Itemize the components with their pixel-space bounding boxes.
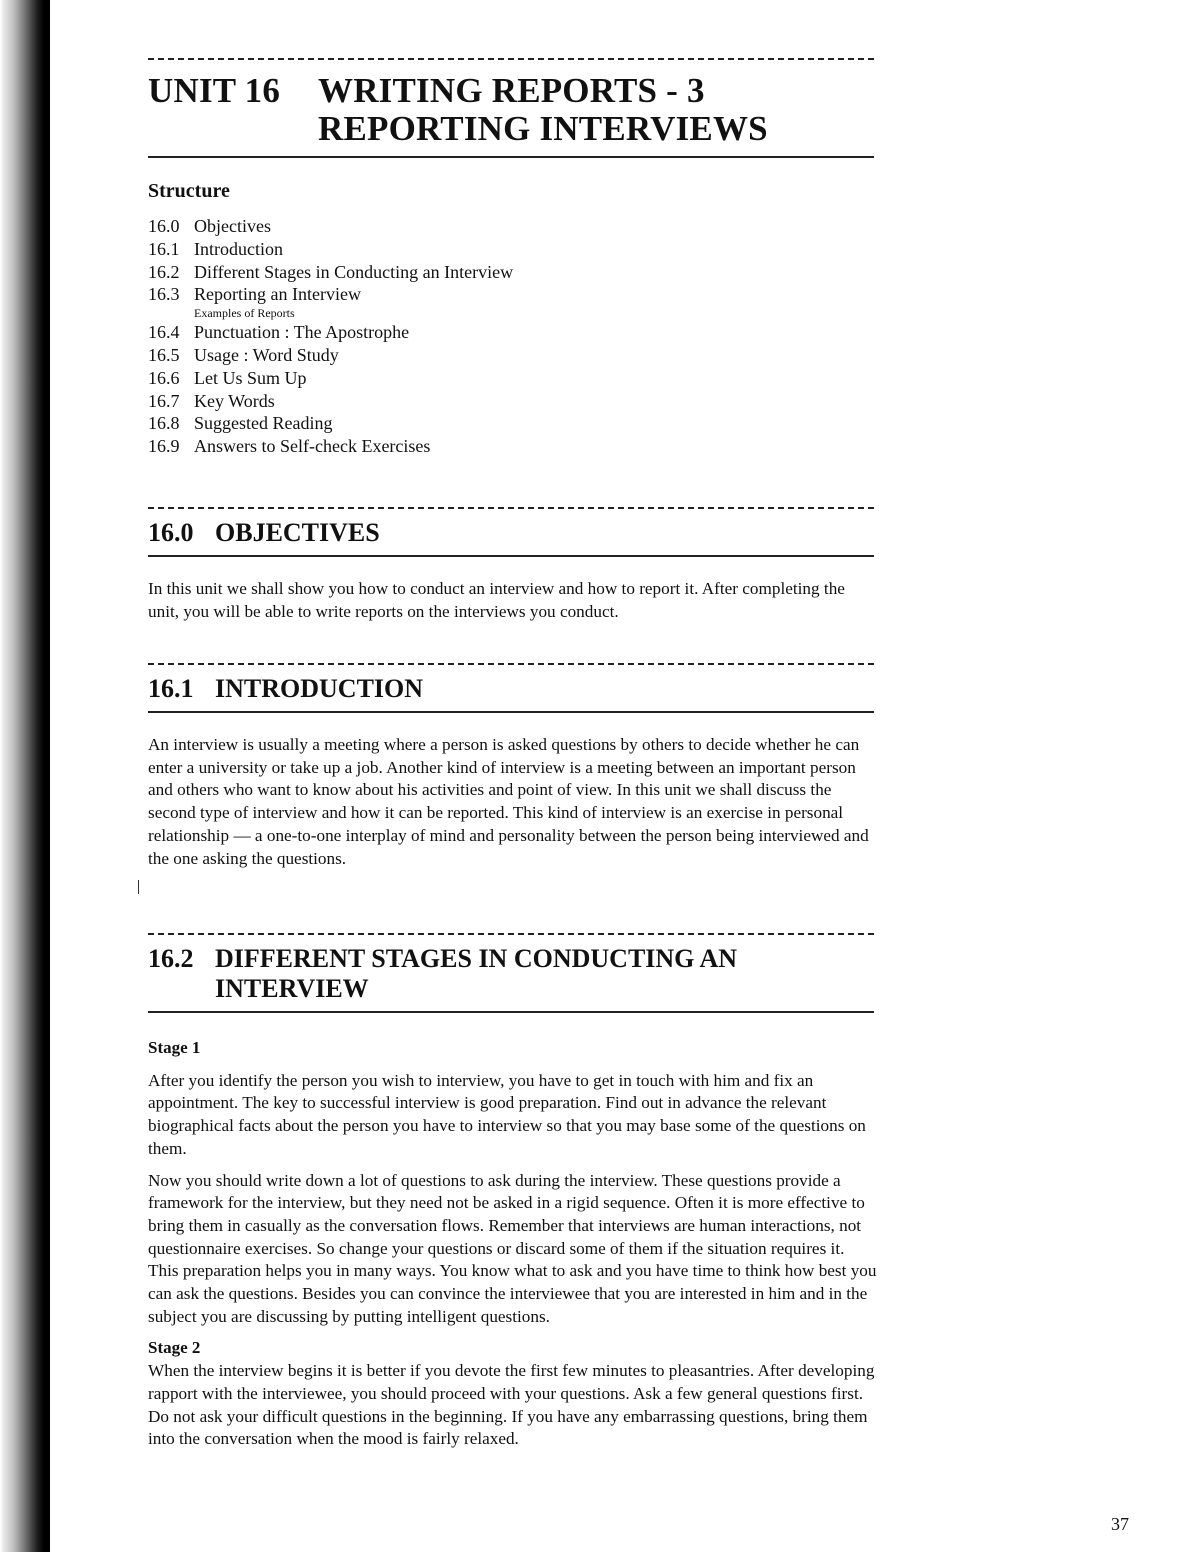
unit-title-row: [148, 72, 874, 148]
stages-body: [148, 1037, 878, 1460]
toc-number: 16.4: [148, 322, 180, 343]
toc-label: Usage : Word Study: [194, 344, 339, 365]
toc-number: 16.9: [148, 436, 180, 457]
unit-titles: [318, 72, 874, 148]
toc-label: Punctuation : The Apostrophe: [194, 322, 410, 343]
toc-label: Suggested Reading: [194, 413, 333, 434]
toc-label: Different Stages in Conducting an Interview: [194, 261, 514, 282]
section-title-line2: INTERVIEW: [215, 974, 369, 1003]
margin-mark: [138, 880, 139, 894]
toc-item: [148, 215, 874, 238]
section-title-line1: DIFFERENT STAGES IN CONDUCTING AN: [215, 944, 738, 973]
objectives-paragraph: In this unit we shall show you how to conduct an interview and how to report it. After completing the unit, you will be able to write reports on the interviews you conduct.: [148, 579, 845, 621]
section-number: 16.1: [148, 674, 194, 703]
toc-number: 16.8: [148, 413, 180, 434]
toc-label: Answers to Self-check Exercises: [194, 436, 431, 457]
section-title: INTRODUCTION: [215, 674, 424, 703]
introduction-paragraph: An interview is usually a meeting where a person is asked questions by others to decide whether he can enter a university or take up a job. Another kind of interview is a meeting between an important person and others who want to know about his activities and point of view. In this unit we shall discuss the second type of interview and how it can be reported. This kind of interview is an exercise in personal relationship — a one-to-one interplay of mind and personality between the person being interviewed and the one asking the questions.: [148, 735, 869, 868]
toc-item: [148, 321, 874, 344]
stage-2-label: Stage 2: [148, 1338, 201, 1358]
stage-1-paragraph-1: After you identify the person you wish to interview, you have to get in touch with him and fix an appointment. The key to successful interview is good preparation. Find out in advance the relevant biographical facts about the person you have to interview so that you may base some of the questions on them.: [148, 1070, 866, 1158]
toc-item: [148, 261, 874, 284]
toc-item: [148, 283, 874, 306]
stage-2-paragraph-1: When the interview begins it is better if you devote the first few minutes to pleasantries. After developing rapport with the interviewee, you should proceed with your questions. Ask a few general questions first. Do not ask your difficult questions in the beginning. If you have any embarrassing questions, bring them into the conversation when the mood is fairly relaxed.: [148, 1361, 875, 1449]
section-number: 16.2: [148, 944, 194, 973]
toc-item: [148, 367, 874, 390]
toc-number: 16.2: [148, 261, 180, 282]
structure-section: [148, 180, 874, 458]
toc-item: [148, 344, 874, 367]
toc-number: 16.1: [148, 238, 180, 259]
scan-binding-edge: [0, 0, 50, 1552]
section-title: OBJECTIVES: [215, 518, 380, 547]
toc-label: Let Us Sum Up: [194, 367, 307, 388]
unit-header: [148, 58, 874, 158]
unit-title-line1: WRITING REPORTS - 3: [318, 71, 705, 110]
stages-heading: [148, 933, 874, 1013]
objectives-body: [148, 578, 878, 632]
toc-label: Objectives: [194, 216, 271, 236]
toc-item: [148, 390, 874, 413]
toc-number: 16.7: [148, 390, 180, 411]
unit-number: UNIT 16: [148, 71, 281, 110]
toc-item: [148, 435, 874, 458]
toc-label: Reporting an Interview: [194, 284, 361, 305]
table-of-contents: [148, 215, 874, 458]
introduction-body: [148, 734, 878, 879]
unit-title-line2: REPORTING INTERVIEWS: [318, 109, 768, 148]
toc-number: 16.3: [148, 284, 180, 305]
toc-number: 16.5: [148, 344, 180, 365]
section-number: 16.0: [148, 518, 194, 547]
toc-item: [148, 238, 874, 261]
structure-heading: Structure: [148, 180, 230, 202]
stage-1-paragraph-2: Now you should write down a lot of questions to ask during the interview. These questions provide a framework for the interview, but they need not be asked in a rigid sequence. Often it is more effective to bring them in casually as the conversation flows. Remember that interviews are human interactions, not questionnaire exercises. So change your questions or discard some of them if the situation requires it. This preparation helps you in many ways. You know what to ask and you have time to think how best you can ask the questions. Besides you can convince the interviewee that you are interested in him and in the subject you are discussing by putting intelligent questions.: [148, 1170, 877, 1326]
toc-number: 16.0: [148, 216, 180, 236]
section-title: [215, 944, 737, 1004]
toc-sub-item: Examples of Reports: [194, 306, 295, 321]
toc-item: [148, 412, 874, 435]
stage-1-label: Stage 1: [148, 1038, 201, 1057]
toc-label: Introduction: [194, 238, 283, 259]
page-number: 37: [1111, 1514, 1129, 1534]
toc-label: Key Words: [194, 390, 275, 411]
objectives-heading: [148, 507, 874, 557]
introduction-heading: [148, 663, 874, 713]
toc-number: 16.6: [148, 367, 180, 388]
